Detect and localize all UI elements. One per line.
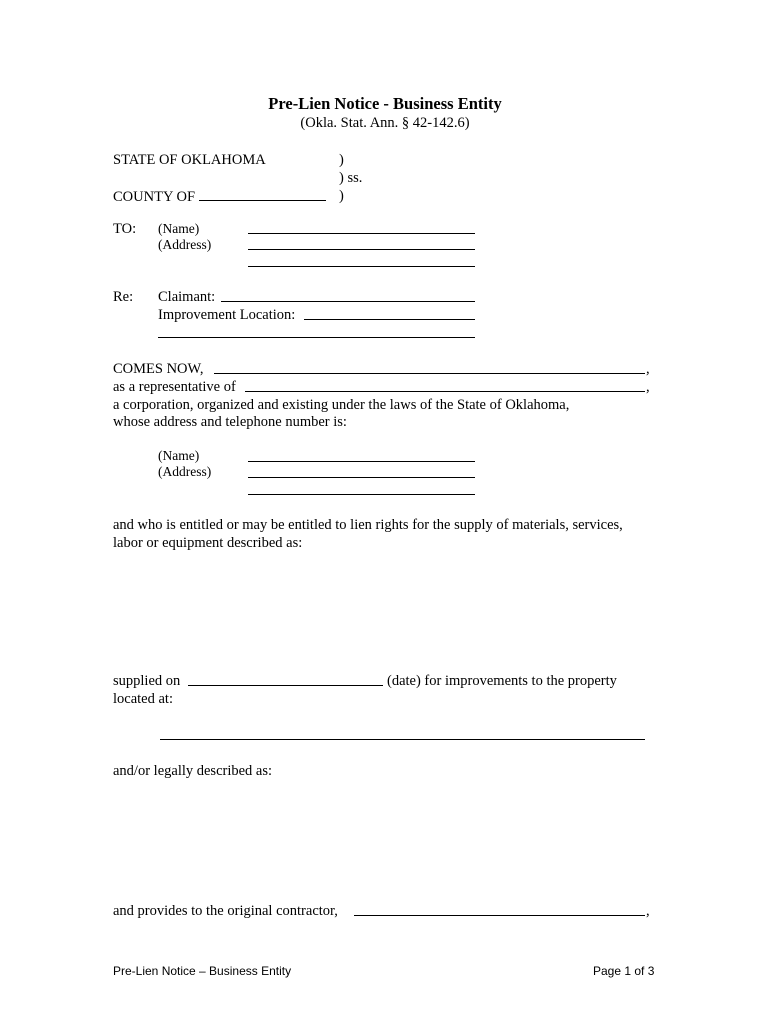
venue-paren-3: )	[339, 188, 344, 204]
original-contractor-blank[interactable]	[354, 915, 645, 916]
footer-form-title: Pre-Lien Notice – Business Entity	[113, 964, 292, 978]
representative-comma: ,	[646, 379, 650, 395]
claimant-label: Claimant:	[158, 289, 216, 305]
venue-paren-1: )	[339, 152, 344, 168]
original-contractor-label: and provides to the original contractor,	[113, 903, 338, 919]
entitled-text-line-2: labor or equipment described as:	[113, 535, 303, 551]
representative-blank[interactable]	[245, 391, 645, 392]
to-address-label: (Address)	[158, 237, 212, 252]
county-blank[interactable]	[199, 187, 326, 201]
claimant-address-label: (Address)	[158, 464, 212, 479]
comes-now-blank[interactable]	[214, 373, 645, 374]
claimant-address-blank-1[interactable]	[248, 477, 475, 478]
corporation-text: a corporation, organized and existing under the laws of the State of Oklahoma,	[113, 397, 570, 413]
to-name-label: (Name)	[158, 221, 200, 236]
entitled-text-line-1: and who is entitled or may be entitled to lien rights for the supply of materials, services,	[113, 517, 623, 533]
property-location-blank[interactable]	[160, 739, 645, 740]
claimant-address-blank-2[interactable]	[248, 494, 475, 495]
to-address-blank-1[interactable]	[248, 249, 475, 250]
address-intro-text: whose address and telephone number is:	[113, 414, 347, 430]
supplied-date-suffix: (date) for improvements to the property	[387, 673, 617, 689]
supplied-date-blank[interactable]	[188, 685, 383, 686]
improvement-location-blank[interactable]	[304, 319, 475, 320]
state-label: STATE OF OKLAHOMA	[113, 152, 266, 168]
claimant-blank[interactable]	[221, 301, 475, 302]
legal-description-label: and/or legally described as:	[113, 763, 273, 779]
to-name-blank[interactable]	[248, 233, 475, 234]
claimant-name-blank[interactable]	[248, 461, 475, 462]
comes-now-comma: ,	[646, 361, 650, 377]
comes-now-label: COMES NOW,	[113, 361, 204, 377]
to-address-blank-2[interactable]	[248, 266, 475, 267]
improvement-location-label: Improvement Location:	[158, 307, 296, 323]
county-row	[113, 187, 326, 206]
statute-citation: (Okla. Stat. Ann. § 42-142.6)	[300, 115, 470, 131]
supplied-on-label: supplied on	[113, 673, 181, 689]
original-contractor-comma: ,	[646, 903, 650, 919]
document-title: Pre-Lien Notice - Business Entity	[268, 94, 502, 113]
county-label: COUNTY OF	[113, 189, 196, 205]
footer-page-number: Page 1 of 3	[593, 964, 655, 978]
claimant-name-label: (Name)	[158, 448, 200, 463]
representative-label: as a representative of	[113, 379, 236, 395]
located-at-label: located at:	[113, 691, 173, 707]
venue-ss: ) ss.	[339, 170, 363, 186]
to-label: TO:	[113, 221, 137, 237]
re-label: Re:	[113, 289, 134, 305]
improvement-location-blank-2[interactable]	[158, 337, 475, 338]
